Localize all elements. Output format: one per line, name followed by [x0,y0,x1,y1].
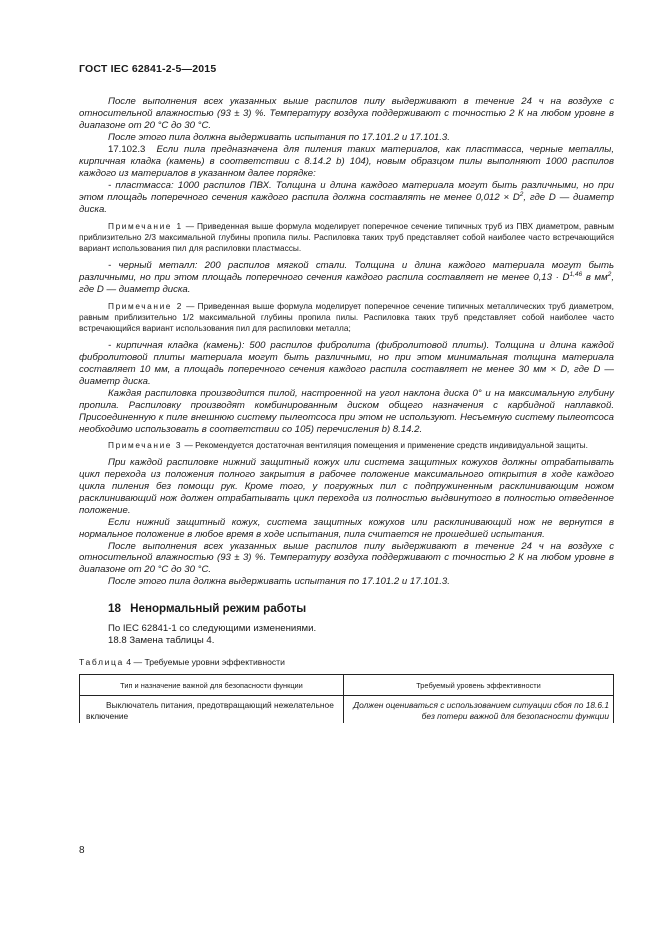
table-header-function: Тип и назначение важной для безопасности функции [80,675,344,696]
plastic-superscript: 2 [519,190,524,198]
section-title: Ненормальный режим работы [130,602,307,616]
metal-text-a: - черный металл: 200 распилов мягкой стали. Толщина и длина каждого материала могут быть различными, но при этом площадь поперечного сечения каждого распила составляет не менее 0,13 · D [79,259,614,283]
plastic-text-b: , где D — диаметр диска. [79,191,614,215]
note-3 [79,440,614,451]
metal-superscript: 1,46 [569,270,583,278]
paragraph-masonry: - кирпичная кладка (камень): 500 распилов фибролита (фибролитовой плиты). Толщина и длина каждой фибролитовой плиты материала могут быть различными, но при этом минимальная толщина материала составляет 10 мм, а площадь поперечного сечения каждого распила составляет не менее 30 мм × D, где D — диаметр диска. [79,339,614,387]
performance-levels-table [79,674,614,722]
clause-text: Если пила предназначена для пиления таких материалов, как пластмасса, черные металлы, кирпичная кладка (камень) в соответствии с 8.14.2 b) 104), новым образцом пилы выполняют 1000 распилов каждого из материалов в указанном далее порядке: [79,143,614,179]
table-header-level: Требуемый уровень эффективности [344,675,614,696]
standard-header: ГОСТ IEC 62841-2-5—2015 [79,63,217,75]
table-caption [79,657,614,667]
note-2-text: — Приведенная выше формула моделирует поперечное сечение типичных металлических труб диаметром, равным приблизительно 1/2 максимальной глубины пропила пилы. Распиловка таких труб представляет собой наиболее часто встречающийся вариант использования пил для распиловки металла; [79,300,614,334]
plastic-text-a: - пластмасса: 1000 распилов ПВХ. Толщина и длина каждого материала могут быть различными, но при этом площадь поперечного сечения каждого распила должна составлять не менее 0,012 × D [79,179,614,203]
section-heading [108,602,614,615]
paragraph-tests-after-2: После этого пила должна выдерживать испытания по 17.101.2 и 17.101.3. [108,576,450,588]
section-number: 18 [108,602,121,616]
note-3-text: — Рекомендуется достаточная вентиляция помещения и применение средств индивидуальной защиты. [182,440,588,451]
note-2-label: Примечание 2 [108,300,183,311]
clause-number: 17.102.3 [108,143,146,155]
section-subclause: 18.8 Замена таблицы 4. [108,635,215,647]
paragraph-tests-after: После этого пила должна выдерживать испытания по 17.101.2 и 17.101.3. [108,131,450,143]
paragraph-cutting-procedure: Каждая распиловка производится пилой, настроенной на угол наклона диска 0° и на максимальную глубину пропила. Распиловку производят комбинированным диском общего назначения с карбидной наплавкой. Присоединенную к пиле внешнюю систему пылеотсоса при этом не используют. Несъемную систему пылеотсоса необходимо использовать в соответствии со 105) перечисления b) 8.14.2. [79,387,614,435]
paragraph-conditioning-2: После выполнения всех указанных выше распилов пилу выдерживают в течение 24 ч на воздухе с относительной влажностью (93 ± 3) %. Температуру воздуха поддерживают с точностью 2 К на любом уровне в диапазоне от 20 °С до 30 °С. [79,540,614,576]
metal-superscript-2: 2 [607,270,612,278]
table-header-row [80,675,614,696]
table-cell-level: Должен оцениваться с использованием ситуации сбоя по 18.6.1 без потери важной для безопасности функции [344,696,614,723]
paragraph-ferrous-metal [79,260,614,296]
note-3-label: Примечание 3 [108,440,183,451]
note-1 [79,221,614,255]
table-caption-text: 4 — Требуемые уровни эффективности [123,657,285,668]
metal-text-c: , где D — диаметр диска. [79,271,614,295]
note-1-label: Примечание 1 [108,220,183,231]
page-number: 8 [79,845,85,856]
page-content [79,96,614,723]
paragraph-conditioning: После выполнения всех указанных выше распилов пилу выдерживают в течение 24 ч на воздухе с относительной влажностью (93 ± 3) %. Температуру воздуха поддерживают с точностью 2 К на любом уровне в диапазоне от 20 °С до 30 °С. [79,96,614,131]
paragraph-guard-cycle: При каждой распиловке нижний защитный кожух или система защитных кожухов должны отрабатывать цикл перехода из положения полного закрытия в рабочее положение максимального открытия в ходе каждого цикла пиления без помощи рук. Кроме того, у погружных пил с подпружиненным расклинивающим ножом расклинивающий нож должен отрабатывать цикл перехода из полностью выдвинутого в полностью отведенное положение. [79,456,614,516]
metal-text-b: в мм [582,271,608,283]
paragraph-17-102-3 [79,144,614,180]
table-row [80,696,614,723]
table-caption-label: Таблица [79,657,124,668]
paragraph-plastic [79,180,614,216]
paragraph-guard-failure: Если нижний защитный кожух, система защитных кожухов или расклинивающий нож не вернутся в нормальное положение в любое время в ходе испытания, пила считается не прошедшей испытания. [79,516,614,540]
note-2 [79,301,614,335]
note-1-text: — Приведенная выше формула моделирует поперечное сечение типичных труб из ПВХ диаметром, равным приблизительно 2/3 максимальной глубины пропила пилы. Распиловка таких труб представляет собой наиболее часто встречающийся вариант использования пил для распиловки пластмассы. [79,220,614,254]
table-cell-function: Выключатель питания, предотвращающий нежелательное включение [80,696,344,723]
section-intro: По IEC 62841-1 со следующими изменениями. [108,623,317,635]
